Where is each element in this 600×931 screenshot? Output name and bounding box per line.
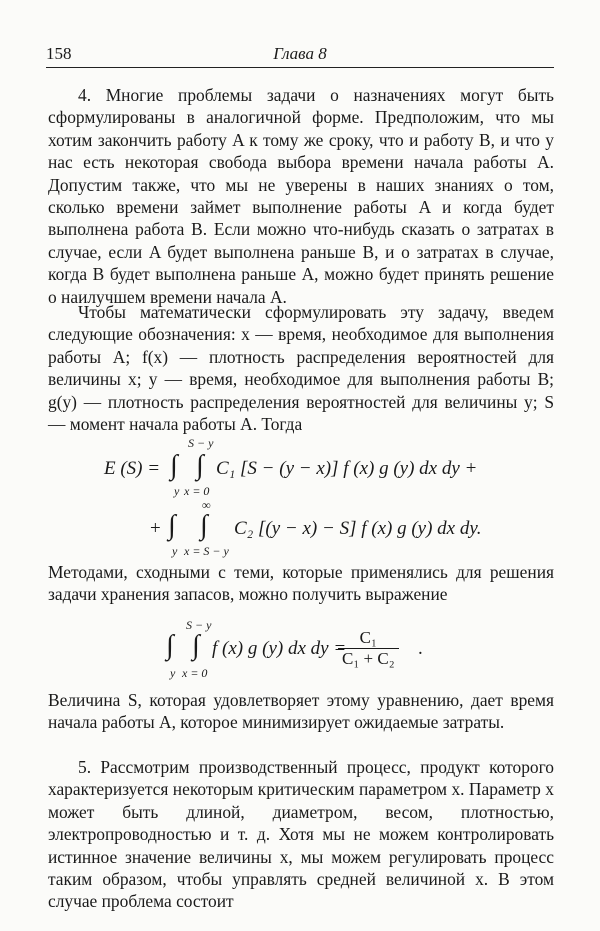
- paragraph-5: [48, 756, 554, 913]
- paragraph-notation: [48, 301, 554, 435]
- equation-integrand: f (x) g (y) dx dy =: [212, 638, 347, 659]
- paragraph-text: 5. Рассмотрим производственный процесс, продукт которого характеризуется некоторым критическим параметром x. Параметр x может быть длиной, диаметром, весом, плотностью, электропроводностью и т. д. Хотя мы не можем контролировать истинное значение величины x, мы можем регулировать процесс таким образом, чтобы управлять средней величиной x. В этом случае проблема состоит: [48, 757, 554, 912]
- integral-sign: ∫: [192, 630, 200, 661]
- integral-sign: ∫: [200, 510, 208, 541]
- paragraph-method: [48, 561, 554, 606]
- fraction-denominator: C₁ + C₂: [342, 649, 395, 668]
- equation-plus: +: [150, 518, 161, 539]
- integral-sign: ∫: [166, 630, 174, 661]
- equation-integrand: C₂ [(y − x) − S] f (x) g (y) dx dy.: [234, 518, 482, 539]
- equation-expected-cost-line2: [150, 498, 550, 560]
- integral-lower-limit: x = S − y: [184, 544, 229, 558]
- header-rule: [46, 67, 554, 68]
- fraction-numerator: C₁: [338, 628, 399, 649]
- cost-ratio-fraction: [338, 628, 399, 669]
- integral-sign: ∫: [196, 450, 204, 481]
- paragraph-text: Методами, сходными с теми, которые применялись для решения задачи хранения запасов, можно получить выражение: [48, 562, 554, 605]
- equation-integrand: C₁ [S − (y − x)] f (x) g (y) dx dy +: [216, 458, 478, 479]
- integral-lower-limit: x = 0: [182, 666, 208, 680]
- equation-expected-cost-line1: [104, 436, 544, 500]
- integral-upper-limit: S − y: [186, 618, 212, 632]
- page-header: [46, 44, 554, 66]
- integral-lower-limit: y: [172, 544, 178, 558]
- paragraph-text: Величина S, которая удовлетворяет этому уравнению, дает время начала работы A, которое минимизирует ожидаемые затраты.: [48, 690, 554, 733]
- integral-sign: ∫: [170, 450, 178, 481]
- paragraph-4: [48, 84, 554, 308]
- integral-upper-limit: ∞: [202, 498, 211, 512]
- paragraph-text: 4. Многие проблемы задачи о назначениях могут быть сформулированы в аналогичной форме. Предположим, что мы хотим закончить работу A к тому же сроку, что и работу B, и что у нас есть некоторая свобода выбора времени начала работы A. Допустим также, что мы не уверены в наших знаниях о том, сколько времени займет выполнение работы A и когда будет выполнена работа B. Если можно что-нибудь сказать о затратах в случае, если A будет выполнена раньше B, и о затратах в случае, когда B будет выполнена раньше A, можно будет принять решение о наилучшем времени начала A.: [48, 85, 554, 307]
- equation-period: .: [418, 638, 423, 659]
- page-number: 158: [46, 44, 72, 63]
- chapter-title: Глава 8: [273, 44, 327, 63]
- equation-optimality: [166, 618, 466, 684]
- integral-lower-limit: y: [174, 484, 180, 498]
- integral-sign: ∫: [168, 510, 176, 541]
- equation-lhs: E (S) =: [104, 458, 161, 479]
- paragraph-text: Чтобы математически сформулировать эту задачу, введем следующие обозначения: x — время, необходимое для выполнения работы A; f(x) — плотность распределения вероятностей для величины x; y — время, необходимое для выполнения работы B; g(y) — плотность распределения вероятностей для величины y; S — момент начала работы A. Тогда: [48, 302, 554, 435]
- integral-lower-limit: y: [170, 666, 176, 680]
- integral-upper-limit: S − y: [188, 436, 214, 450]
- integral-lower-limit: x = 0: [184, 484, 210, 498]
- paragraph-solution: [48, 689, 554, 734]
